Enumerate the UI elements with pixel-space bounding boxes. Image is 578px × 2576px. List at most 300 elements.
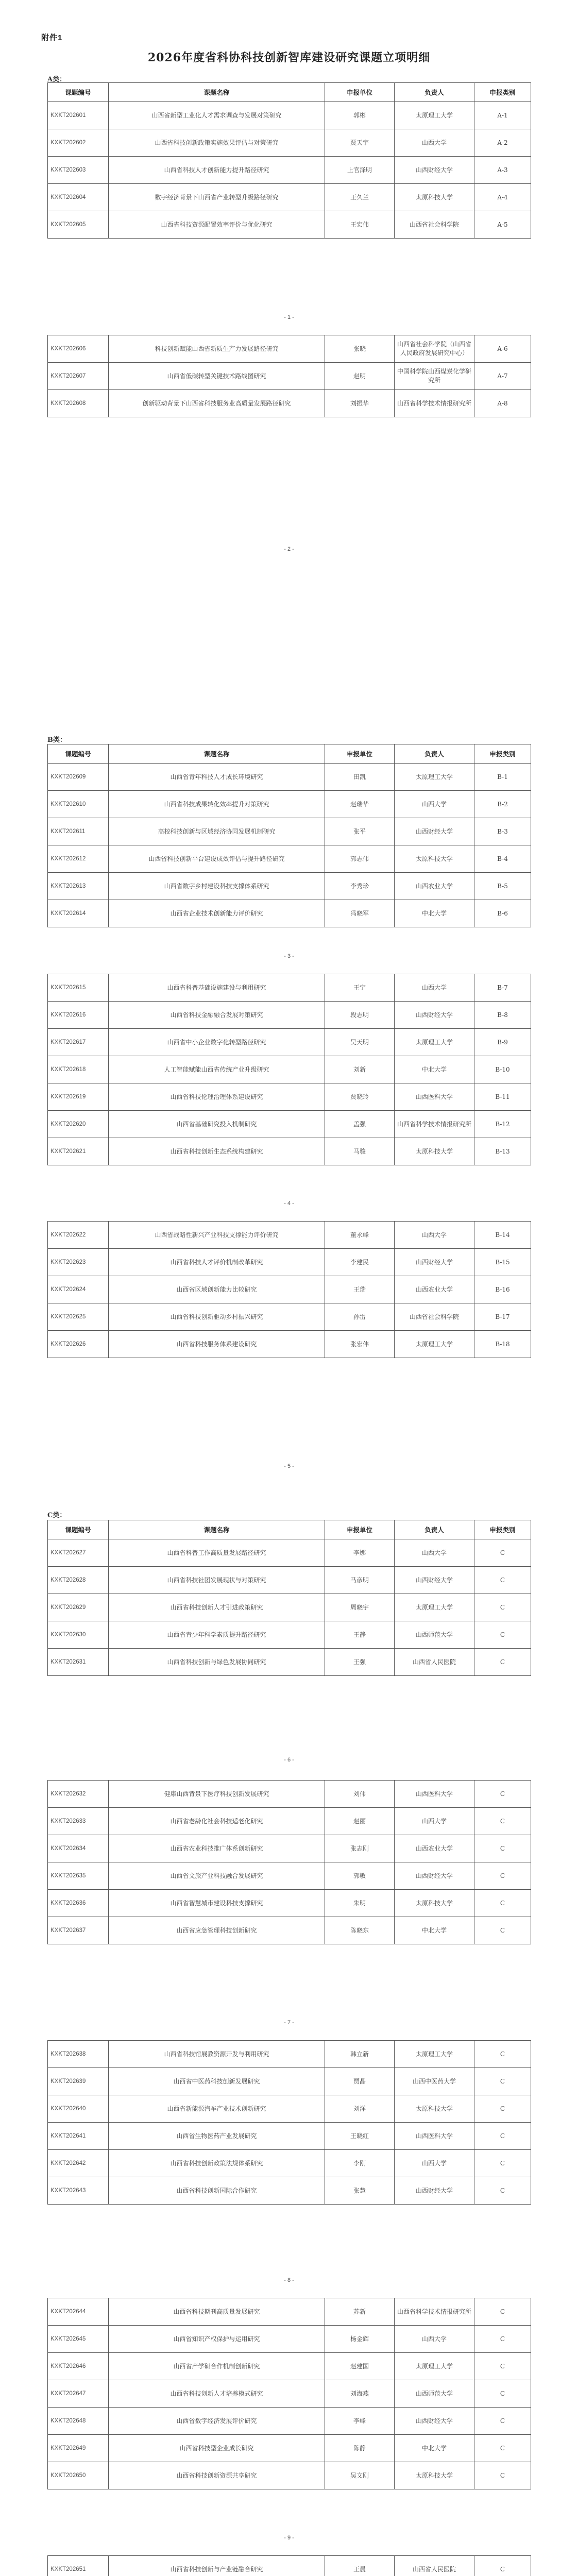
project-title-cell: 山西省科技社团发展现状与对策研究 bbox=[109, 1567, 325, 1594]
project-code-cell: KXKT202639 bbox=[48, 2068, 109, 2095]
project-code-cell: KXKT202605 bbox=[48, 211, 109, 239]
project-title-cell: 山西省科技创新政策实施效果评估与对策研究 bbox=[109, 129, 325, 157]
category-cell: B-1 bbox=[474, 764, 531, 791]
table-row bbox=[48, 1621, 531, 1649]
project-title-cell: 山西省青少年科学素质提升路径研究 bbox=[109, 1621, 325, 1649]
page-number: - 5 - bbox=[284, 1463, 294, 1469]
project-title-cell: 山西省生物医药产业发展研究 bbox=[109, 2123, 325, 2150]
category-cell: A-1 bbox=[474, 102, 531, 129]
table-row bbox=[48, 2095, 531, 2123]
applicant-cell: 赵丽 bbox=[325, 1808, 395, 1835]
table-row bbox=[48, 335, 531, 363]
unit-cell: 山西省社会科学院（山西省人民政府发展研究中心） bbox=[395, 335, 474, 363]
applicant-cell: 郭志伟 bbox=[325, 845, 395, 873]
project-title-cell: 创新驱动背景下山西省科技服务业高质量发展路径研究 bbox=[109, 390, 325, 417]
project-title-cell: 山西省企业技术创新能力评价研究 bbox=[109, 900, 325, 927]
category-cell: C bbox=[474, 2068, 531, 2095]
project-code-cell: KXKT202620 bbox=[48, 1111, 109, 1138]
project-table bbox=[47, 1221, 531, 1358]
project-table bbox=[47, 1780, 531, 1944]
table-row bbox=[48, 1249, 531, 1276]
project-code-cell: KXKT202640 bbox=[48, 2095, 109, 2123]
unit-cell: 山西大学 bbox=[395, 129, 474, 157]
category-cell: C bbox=[474, 1594, 531, 1621]
unit-cell: 山西财经大学 bbox=[395, 2177, 474, 2205]
applicant-cell: 赵明 bbox=[325, 363, 395, 390]
applicant-cell: 王强 bbox=[325, 1649, 395, 1676]
project-title-cell: 数字经济背景下山西省产业转型升级路径研究 bbox=[109, 184, 325, 211]
table-row bbox=[48, 1138, 531, 1165]
page-number: - 3 - bbox=[284, 953, 294, 959]
project-title-cell: 山西省科技人才评价机制改革研究 bbox=[109, 1249, 325, 1276]
applicant-cell: 刘洋 bbox=[325, 2095, 395, 2123]
applicant-cell: 吴天明 bbox=[325, 1029, 395, 1056]
table-row bbox=[48, 211, 531, 239]
project-code-cell: KXKT202643 bbox=[48, 2177, 109, 2205]
table-row bbox=[48, 1029, 531, 1056]
unit-cell: 太原理工大学 bbox=[395, 2041, 474, 2068]
project-title-cell: 山西省智慧城市建设科技支撑研究 bbox=[109, 1890, 325, 1917]
table-block-c bbox=[47, 2040, 531, 2205]
unit-cell: 山西医科大学 bbox=[395, 2123, 474, 2150]
category-cell: A-3 bbox=[474, 157, 531, 184]
unit-cell: 山西大学 bbox=[395, 2150, 474, 2177]
applicant-cell: 王久兰 bbox=[325, 184, 395, 211]
table-row bbox=[48, 363, 531, 390]
unit-cell: 山西省科学技术情报研究所 bbox=[395, 2298, 474, 2326]
table-row bbox=[48, 2462, 531, 2489]
unit-cell: 山西大学 bbox=[395, 974, 474, 1002]
table-row bbox=[48, 1083, 531, 1111]
unit-cell: 山西大学 bbox=[395, 791, 474, 818]
project-code-cell: KXKT202635 bbox=[48, 1862, 109, 1890]
project-title-cell: 山西省科技创新人才培养模式研究 bbox=[109, 2380, 325, 2408]
unit-cell: 山西大学 bbox=[395, 1808, 474, 1835]
document-title: 2026年度省科协科技创新智库建设研究课题立项明细 bbox=[147, 51, 431, 64]
category-cell: B-12 bbox=[474, 1111, 531, 1138]
project-code-cell: KXKT202637 bbox=[48, 1917, 109, 1944]
column-header: 课题编号 bbox=[48, 83, 109, 102]
section-label-b: B类： bbox=[47, 736, 66, 744]
project-code-cell: KXKT202604 bbox=[48, 184, 109, 211]
column-header: 负责人 bbox=[395, 1520, 474, 1539]
unit-cell: 山西医科大学 bbox=[395, 1781, 474, 1808]
project-title-cell: 健康山西背景下医疗科技创新发展研究 bbox=[109, 1781, 325, 1808]
applicant-cell: 王宁 bbox=[325, 974, 395, 1002]
unit-cell: 山西财经大学 bbox=[395, 1249, 474, 1276]
project-title-cell: 山西省科技创新人才引进政策研究 bbox=[109, 1594, 325, 1621]
page-number: - 1 - bbox=[284, 314, 294, 320]
applicant-cell: 李刚 bbox=[325, 2150, 395, 2177]
applicant-cell: 刘振华 bbox=[325, 390, 395, 417]
unit-cell: 山西财经大学 bbox=[395, 2408, 474, 2435]
table-row bbox=[48, 1111, 531, 1138]
unit-cell: 中北大学 bbox=[395, 900, 474, 927]
page-number: - 7 - bbox=[284, 2020, 294, 2026]
unit-cell: 山西财经大学 bbox=[395, 1862, 474, 1890]
project-title-cell: 山西省科技创新平台建设成效评估与提升路径研究 bbox=[109, 845, 325, 873]
table-row bbox=[48, 1276, 531, 1303]
unit-cell: 太原理工大学 bbox=[395, 1331, 474, 1358]
category-cell: A-4 bbox=[474, 184, 531, 211]
applicant-cell: 李娜 bbox=[325, 1539, 395, 1567]
applicant-cell: 韩立新 bbox=[325, 2041, 395, 2068]
project-table bbox=[47, 2040, 531, 2205]
project-code-cell: KXKT202609 bbox=[48, 764, 109, 791]
project-code-cell: KXKT202642 bbox=[48, 2150, 109, 2177]
project-code-cell: KXKT202610 bbox=[48, 791, 109, 818]
category-cell: B-17 bbox=[474, 1303, 531, 1331]
unit-cell: 山西省科学技术情报研究所 bbox=[395, 1111, 474, 1138]
unit-cell: 山西省社会科学院 bbox=[395, 211, 474, 239]
table-row bbox=[48, 102, 531, 129]
category-cell: B-6 bbox=[474, 900, 531, 927]
category-cell: A-6 bbox=[474, 335, 531, 363]
unit-cell: 山西省人民医院 bbox=[395, 1649, 474, 1676]
table-row bbox=[48, 974, 531, 1002]
column-header: 申报单位 bbox=[325, 1520, 395, 1539]
category-cell: C bbox=[474, 2408, 531, 2435]
project-table bbox=[47, 2555, 531, 2576]
unit-cell: 山西省人民医院 bbox=[395, 2556, 474, 2576]
category-cell: C bbox=[474, 2380, 531, 2408]
project-title-cell: 山西省文旅产业科技融合发展研究 bbox=[109, 1862, 325, 1890]
project-code-cell: KXKT202626 bbox=[48, 1331, 109, 1358]
column-header: 申报类别 bbox=[474, 744, 531, 764]
unit-cell: 山西中医药大学 bbox=[395, 2068, 474, 2095]
category-cell: C bbox=[474, 2123, 531, 2150]
unit-cell: 中国科学院山西煤炭化学研究所 bbox=[395, 363, 474, 390]
applicant-cell: 郭敏 bbox=[325, 1862, 395, 1890]
column-header: 课题编号 bbox=[48, 744, 109, 764]
project-title-cell: 山西省数字乡村建设科技支撑体系研究 bbox=[109, 873, 325, 900]
column-header: 课题编号 bbox=[48, 1520, 109, 1539]
project-title-cell: 山西省科技金融融合发展对策研究 bbox=[109, 1002, 325, 1029]
unit-cell: 太原科技大学 bbox=[395, 1138, 474, 1165]
applicant-cell: 吴文刚 bbox=[325, 2462, 395, 2489]
category-cell: C bbox=[474, 2177, 531, 2205]
table-row bbox=[48, 1594, 531, 1621]
applicant-cell: 周晓宇 bbox=[325, 1594, 395, 1621]
applicant-cell: 王晓红 bbox=[325, 2123, 395, 2150]
project-code-cell: KXKT202636 bbox=[48, 1890, 109, 1917]
project-code-cell: KXKT202645 bbox=[48, 2326, 109, 2353]
unit-cell: 山西农业大学 bbox=[395, 873, 474, 900]
category-cell: B-9 bbox=[474, 1029, 531, 1056]
applicant-cell: 张慧 bbox=[325, 2177, 395, 2205]
project-title-cell: 山西省新能源汽车产业技术创新研究 bbox=[109, 2095, 325, 2123]
category-cell: C bbox=[474, 2298, 531, 2326]
category-cell: C bbox=[474, 1890, 531, 1917]
unit-cell: 山西财经大学 bbox=[395, 818, 474, 845]
table-row bbox=[48, 390, 531, 417]
column-header: 申报单位 bbox=[325, 744, 395, 764]
table-row bbox=[48, 1303, 531, 1331]
unit-cell: 山西医科大学 bbox=[395, 1083, 474, 1111]
applicant-cell: 贾天宇 bbox=[325, 129, 395, 157]
applicant-cell: 上官泽明 bbox=[325, 157, 395, 184]
project-code-cell: KXKT202651 bbox=[48, 2556, 109, 2576]
project-title-cell: 山西省科普工作高质量发展路径研究 bbox=[109, 1539, 325, 1567]
project-code-cell: KXKT202632 bbox=[48, 1781, 109, 1808]
project-title-cell: 山西省战略性新兴产业科技支撑能力评价研究 bbox=[109, 1222, 325, 1249]
applicant-cell: 孙雷 bbox=[325, 1303, 395, 1331]
unit-cell: 山西大学 bbox=[395, 1539, 474, 1567]
unit-cell: 太原科技大学 bbox=[395, 2095, 474, 2123]
unit-cell: 山西财经大学 bbox=[395, 1567, 474, 1594]
table-row bbox=[48, 2408, 531, 2435]
table-row bbox=[48, 2556, 531, 2576]
category-cell: C bbox=[474, 2326, 531, 2353]
category-cell: B-15 bbox=[474, 1249, 531, 1276]
project-title-cell: 山西省知识产权保护与运用研究 bbox=[109, 2326, 325, 2353]
table-row bbox=[48, 2435, 531, 2462]
unit-cell: 太原理工大学 bbox=[395, 1029, 474, 1056]
category-cell: B-8 bbox=[474, 1002, 531, 1029]
table-row bbox=[48, 2380, 531, 2408]
category-cell: B-10 bbox=[474, 1056, 531, 1083]
table-row bbox=[48, 1862, 531, 1890]
project-title-cell: 山西省低碳转型关键技术路线图研究 bbox=[109, 363, 325, 390]
project-title-cell: 山西省应急管理科技创新研究 bbox=[109, 1917, 325, 1944]
applicant-cell: 张志刚 bbox=[325, 1835, 395, 1862]
page-number: - 2 - bbox=[284, 546, 294, 552]
project-title-cell: 山西省科技人才创新能力提升路径研究 bbox=[109, 157, 325, 184]
applicant-cell: 王晨 bbox=[325, 2556, 395, 2576]
column-header: 课题名称 bbox=[109, 1520, 325, 1539]
project-code-cell: KXKT202611 bbox=[48, 818, 109, 845]
project-title-cell: 山西省中医药科技创新发展研究 bbox=[109, 2068, 325, 2095]
table-row bbox=[48, 845, 531, 873]
section-label-a: A类： bbox=[47, 76, 66, 83]
column-header: 申报类别 bbox=[474, 83, 531, 102]
column-header: 负责人 bbox=[395, 744, 474, 764]
applicant-cell: 郭彬 bbox=[325, 102, 395, 129]
project-title-cell: 山西省中小企业数字化转型路径研究 bbox=[109, 1029, 325, 1056]
unit-cell: 山西农业大学 bbox=[395, 1276, 474, 1303]
category-cell: C bbox=[474, 1835, 531, 1862]
applicant-cell: 李秀珍 bbox=[325, 873, 395, 900]
project-title-cell: 山西省科技创新资源共享研究 bbox=[109, 2462, 325, 2489]
table-block-b bbox=[47, 974, 531, 1165]
applicant-cell: 陈静 bbox=[325, 2435, 395, 2462]
column-header: 课题名称 bbox=[109, 83, 325, 102]
category-cell: C bbox=[474, 1567, 531, 1594]
project-title-cell: 山西省新型工业化人才需求调查与发展对策研究 bbox=[109, 102, 325, 129]
applicant-cell: 刘伟 bbox=[325, 1781, 395, 1808]
applicant-cell: 赵瑞华 bbox=[325, 791, 395, 818]
category-cell: C bbox=[474, 2150, 531, 2177]
applicant-cell: 冯晓军 bbox=[325, 900, 395, 927]
table-row bbox=[48, 1917, 531, 1944]
applicant-cell: 刘海燕 bbox=[325, 2380, 395, 2408]
table-row bbox=[48, 2123, 531, 2150]
unit-cell: 太原科技大学 bbox=[395, 1890, 474, 1917]
table-header-row bbox=[48, 744, 531, 764]
table-header-row bbox=[48, 1520, 531, 1539]
table-block-b bbox=[47, 1221, 531, 1358]
category-cell: B-2 bbox=[474, 791, 531, 818]
table-row bbox=[48, 818, 531, 845]
project-title-cell: 山西省数字经济发展评价研究 bbox=[109, 2408, 325, 2435]
table-row bbox=[48, 1808, 531, 1835]
table-row bbox=[48, 1056, 531, 1083]
unit-cell: 山西师范大学 bbox=[395, 2380, 474, 2408]
category-cell: C bbox=[474, 1649, 531, 1676]
table-row bbox=[48, 157, 531, 184]
project-table bbox=[47, 2298, 531, 2489]
project-code-cell: KXKT202634 bbox=[48, 1835, 109, 1862]
category-cell: B-3 bbox=[474, 818, 531, 845]
project-title-cell: 山西省产学研合作机制创新研究 bbox=[109, 2353, 325, 2380]
applicant-cell: 贾晶 bbox=[325, 2068, 395, 2095]
project-table bbox=[47, 82, 531, 239]
table-row bbox=[48, 2041, 531, 2068]
table-row bbox=[48, 2150, 531, 2177]
applicant-cell: 赵建国 bbox=[325, 2353, 395, 2380]
table-row bbox=[48, 2326, 531, 2353]
project-code-cell: KXKT202616 bbox=[48, 1002, 109, 1029]
category-cell: C bbox=[474, 1862, 531, 1890]
category-cell: C bbox=[474, 2462, 531, 2489]
project-code-cell: KXKT202621 bbox=[48, 1138, 109, 1165]
table-row bbox=[48, 2298, 531, 2326]
project-title-cell: 山西省科技资源配置效率评价与优化研究 bbox=[109, 211, 325, 239]
category-cell: C bbox=[474, 1781, 531, 1808]
table-row bbox=[48, 184, 531, 211]
project-code-cell: KXKT202628 bbox=[48, 1567, 109, 1594]
table-block-c bbox=[47, 1780, 531, 1944]
category-cell: C bbox=[474, 2556, 531, 2576]
table-row bbox=[48, 1539, 531, 1567]
unit-cell: 太原科技大学 bbox=[395, 2462, 474, 2489]
unit-cell: 山西财经大学 bbox=[395, 1002, 474, 1029]
column-header: 课题名称 bbox=[109, 744, 325, 764]
project-code-cell: KXKT202648 bbox=[48, 2408, 109, 2435]
unit-cell: 太原理工大学 bbox=[395, 1594, 474, 1621]
project-title-cell: 山西省农业科技推广体系创新研究 bbox=[109, 1835, 325, 1862]
project-title-cell: 山西省科技创新政策法规体系研究 bbox=[109, 2150, 325, 2177]
project-code-cell: KXKT202627 bbox=[48, 1539, 109, 1567]
category-cell: A-2 bbox=[474, 129, 531, 157]
category-cell: C bbox=[474, 1917, 531, 1944]
table-row bbox=[48, 1649, 531, 1676]
table-row bbox=[48, 2068, 531, 2095]
project-title-cell: 山西省科技创新国际合作研究 bbox=[109, 2177, 325, 2205]
project-title-cell: 山西省科技型企业成长研究 bbox=[109, 2435, 325, 2462]
applicant-cell: 张宏伟 bbox=[325, 1331, 395, 1358]
project-code-cell: KXKT202623 bbox=[48, 1249, 109, 1276]
category-cell: A-5 bbox=[474, 211, 531, 239]
category-cell: A-7 bbox=[474, 363, 531, 390]
unit-cell: 山西财经大学 bbox=[395, 157, 474, 184]
applicant-cell: 田凯 bbox=[325, 764, 395, 791]
project-title-cell: 山西省科技期刊高质量发展研究 bbox=[109, 2298, 325, 2326]
unit-cell: 山西农业大学 bbox=[395, 1835, 474, 1862]
unit-cell: 中北大学 bbox=[395, 1917, 474, 1944]
project-code-cell: KXKT202608 bbox=[48, 390, 109, 417]
table-row bbox=[48, 129, 531, 157]
table-row bbox=[48, 764, 531, 791]
unit-cell: 山西大学 bbox=[395, 2326, 474, 2353]
project-code-cell: KXKT202617 bbox=[48, 1029, 109, 1056]
project-code-cell: KXKT202618 bbox=[48, 1056, 109, 1083]
project-title-cell: 山西省科技服务体系建设研究 bbox=[109, 1331, 325, 1358]
category-cell: B-7 bbox=[474, 974, 531, 1002]
category-cell: C bbox=[474, 2095, 531, 2123]
applicant-cell: 李峰 bbox=[325, 2408, 395, 2435]
project-code-cell: KXKT202612 bbox=[48, 845, 109, 873]
project-code-cell: KXKT202613 bbox=[48, 873, 109, 900]
unit-cell: 太原科技大学 bbox=[395, 184, 474, 211]
project-title-cell: 山西省老龄化社会科技适老化研究 bbox=[109, 1808, 325, 1835]
applicant-cell: 马彦明 bbox=[325, 1567, 395, 1594]
project-title-cell: 山西省科技成果转化效率提升对策研究 bbox=[109, 791, 325, 818]
project-code-cell: KXKT202649 bbox=[48, 2435, 109, 2462]
table-row bbox=[48, 873, 531, 900]
applicant-cell: 张晓 bbox=[325, 335, 395, 363]
applicant-cell: 陈晓东 bbox=[325, 1917, 395, 1944]
category-cell: B-16 bbox=[474, 1276, 531, 1303]
unit-cell: 山西省科学技术情报研究所 bbox=[395, 390, 474, 417]
project-title-cell: 山西省科技创新驱动乡村振兴研究 bbox=[109, 1303, 325, 1331]
applicant-cell: 贾晓玲 bbox=[325, 1083, 395, 1111]
project-title-cell: 山西省科技创新生态系统构建研究 bbox=[109, 1138, 325, 1165]
project-code-cell: KXKT202602 bbox=[48, 129, 109, 157]
category-cell: B-5 bbox=[474, 873, 531, 900]
table-row bbox=[48, 2353, 531, 2380]
project-code-cell: KXKT202624 bbox=[48, 1276, 109, 1303]
project-table bbox=[47, 744, 531, 927]
project-code-cell: KXKT202647 bbox=[48, 2380, 109, 2408]
project-code-cell: KXKT202641 bbox=[48, 2123, 109, 2150]
category-cell: B-18 bbox=[474, 1331, 531, 1358]
project-title-cell: 山西省科技创新与产业链融合研究 bbox=[109, 2556, 325, 2576]
project-title-cell: 山西省基础研究投入机制研究 bbox=[109, 1111, 325, 1138]
table-block-a bbox=[47, 82, 531, 239]
project-code-cell: KXKT202601 bbox=[48, 102, 109, 129]
project-code-cell: KXKT202615 bbox=[48, 974, 109, 1002]
project-code-cell: KXKT202603 bbox=[48, 157, 109, 184]
table-row bbox=[48, 1331, 531, 1358]
table-block-c bbox=[47, 1520, 531, 1676]
unit-cell: 太原理工大学 bbox=[395, 764, 474, 791]
column-header: 负责人 bbox=[395, 83, 474, 102]
project-title-cell: 山西省科技伦理治理体系建设研究 bbox=[109, 1083, 325, 1111]
project-code-cell: KXKT202644 bbox=[48, 2298, 109, 2326]
page-number: - 8 - bbox=[284, 2277, 294, 2283]
attachment-label: 附件1 bbox=[41, 33, 63, 42]
applicant-cell: 王静 bbox=[325, 1621, 395, 1649]
unit-cell: 太原科技大学 bbox=[395, 845, 474, 873]
table-row bbox=[48, 791, 531, 818]
project-table bbox=[47, 1520, 531, 1676]
applicant-cell: 孟强 bbox=[325, 1111, 395, 1138]
category-cell: A-8 bbox=[474, 390, 531, 417]
project-code-cell: KXKT202631 bbox=[48, 1649, 109, 1676]
project-code-cell: KXKT202630 bbox=[48, 1621, 109, 1649]
project-code-cell: KXKT202638 bbox=[48, 2041, 109, 2068]
applicant-cell: 李建民 bbox=[325, 1249, 395, 1276]
table-row bbox=[48, 1222, 531, 1249]
section-label-c: C类： bbox=[47, 1512, 66, 1519]
project-title-cell: 科技创新赋能山西省新质生产力发展路径研究 bbox=[109, 335, 325, 363]
applicant-cell: 董永峰 bbox=[325, 1222, 395, 1249]
project-code-cell: KXKT202607 bbox=[48, 363, 109, 390]
applicant-cell: 王宏伟 bbox=[325, 211, 395, 239]
table-block-c bbox=[47, 2555, 531, 2576]
table-row bbox=[48, 1890, 531, 1917]
